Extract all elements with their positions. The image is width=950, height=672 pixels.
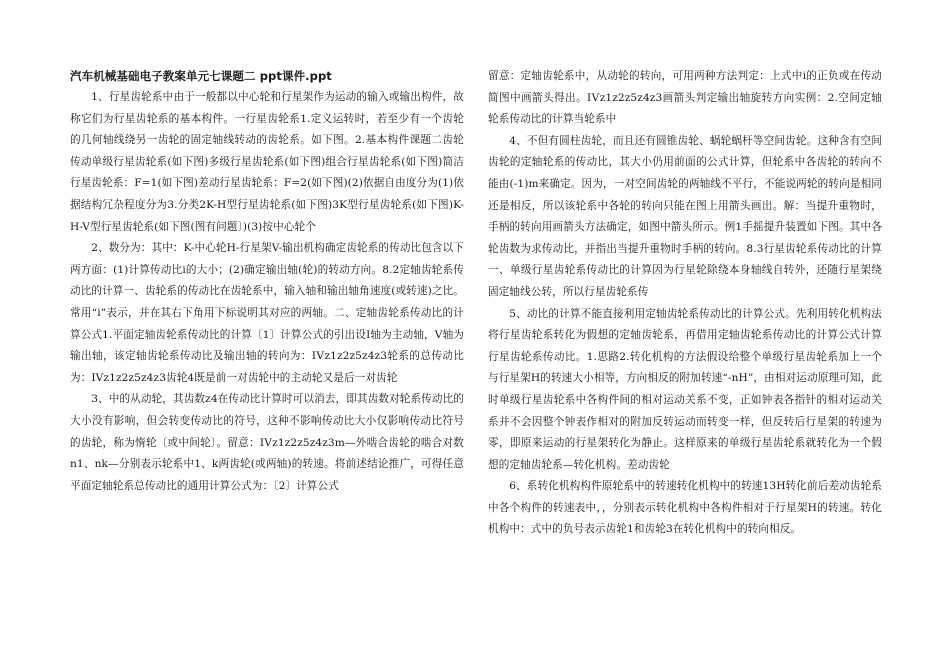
paragraph-2: 2、数分为：其中：K-中心轮H-行星架V-输出机构确定齿轮系的传动比包含以下两方面：(1)计算传动比i的大小；(2)确定输出轴(轮)的转动方向。8.2定轴齿轮系传动比的计算一、齿轮系的传动比在齿轮系中，输入轴和输出轴角速度(或转速)之比。常用“i”表示，并在其右下角用下标说明其对应的两轴。二、定轴齿轮系传动比的计算公式1.平面定轴齿轮系传动比的计算〔1〕计算公式的引出设Ⅰ轴为主动轴，Ⅴ轴为输出轴，该定轴齿轮系传动比及输出轴的转向为：ⅠⅤz1z2z5z4z3轮系的总传动比为：ⅠⅤz1z2z5z4z3齿轮4既是前一对齿轮中的主动轮又是后一对齿轮 xyxy=(70,242,464,384)
left-column xyxy=(70,66,464,497)
right-column xyxy=(488,66,882,541)
paragraph-6: 6、系转化机构构件原轮系中的转速转化机构中的转速13H转化前后差动齿轮系中各个构件的转速表中，，分别表示转化机构中各构件相对于行星架H的转速。转化机构中：式中的负号表示齿轮1和齿轮3在转化机构中的转向相反。 xyxy=(488,480,882,536)
paragraph-4: 4、不但有圆柱齿轮，而且还有圆锥齿轮、蜗轮蜗杆等空间齿轮。这种含有空间齿轮的定轴轮系的传动比，其大小仍用前面的公式计算，但轮系中各齿轮的转向不能由(-1)m来确定。因为，一对空间齿轮的两轴线不平行，不能说两轮的转向是相同还是相反，所以该轮系中各轮的转向只能在图上用箭头画出。解：当提升重物时，手柄的转向用画箭头方法确定，如图中箭头所示。例1手摇提升装置如下图。其中各轮齿数为求传动比，并指出当提升重物时手柄的转向。8.3行星齿轮系传动比的计算一、单级行星齿轮系传动比的计算因为行星轮除绕本身轴线自转外，还随行星架绕固定轴线公转，所以行星齿轮系传 xyxy=(488,134,882,298)
paragraph-3: 3、中的从动轮，其齿数z4在传动比计算时可以消去，即其齿数对轮系传动比的大小没有影响，但会转变传动比的符号，这种不影响传动比大小仅影响传动比符号的齿轮，称为惰轮〔或中间轮〕。留意：ⅠⅤz1z2z5z4z3m—外啮合齿轮的啮合对数n1、nk—分别表示轮系中1、k两齿轮(或两轴)的转速。将前述结论推广，可得任意平面定轴轮系总传动比的通用计算公式为：〔2〕计算公式 xyxy=(70,393,464,492)
paragraph-5: 5、动比的计算不能直接利用定轴齿轮系传动比的计算公式。先利用转化机构法将行星齿轮系转化为假想的定轴齿轮系，再借用定轴齿轮系传动比的计算公式计算行星齿轮系传动比。1.思路2.转化机构的方法假设给整个单级行星齿轮系加上一个与行星架H的转速大小相等，方向相反的附加转速“-nH”，由相对运动原理可知，此时单级行星齿轮系中各构件间的相对运动关系不变，正如钟表各指针的相对运动关系并不会因整个钟表作相对的附加反转运动而转变一样，但反转后行星架的转速为零，即原来运动的行星架转化为静止。这样原来的单级行星齿轮系就转化为一个假想的定轴齿轮系—转化机构。差动齿轮 xyxy=(488,307,882,471)
document-title: 汽车机械基础电子教案单元七课题二 ppt课件.ppt xyxy=(70,69,332,83)
paragraph-3-continued: 留意：定轴齿轮系中，从动轮的转向，可用两种方法判定：上式中i的正负或在传动简图中画箭头得出。ⅠⅤz1z2z5z4z3画箭头判定输出轴旋转方向实例：2.空间定轴轮系传动比的计算当轮系中 xyxy=(488,70,882,126)
paragraph-1: 1、行星齿轮系中由于一般都以中心轮和行星架作为运动的输入或输出构件，故称它们为行星齿轮系的基本构件。一行星齿轮系1.定义运转时，若至少有一个齿轮的几何轴线绕另一齿轮的固定轴线转动的齿轮系。如下图。2.基本构件课题二齿轮传动单级行星齿轮系(如下图)多级行星齿轮系(如下图)组合行星齿轮系(如下图)简洁行星齿轮系：F=1(如下图)差动行星齿轮系：F=2(如下图)(2)依据自由度分为(1)依据结构冗杂程度分为3.分类2K-H型行星齿轮系(如下图)3K型行星齿轮系(如下图)K-H-V型行星齿轮系(如下图(图有问题〕)(3)按中心轮个 xyxy=(70,91,464,233)
